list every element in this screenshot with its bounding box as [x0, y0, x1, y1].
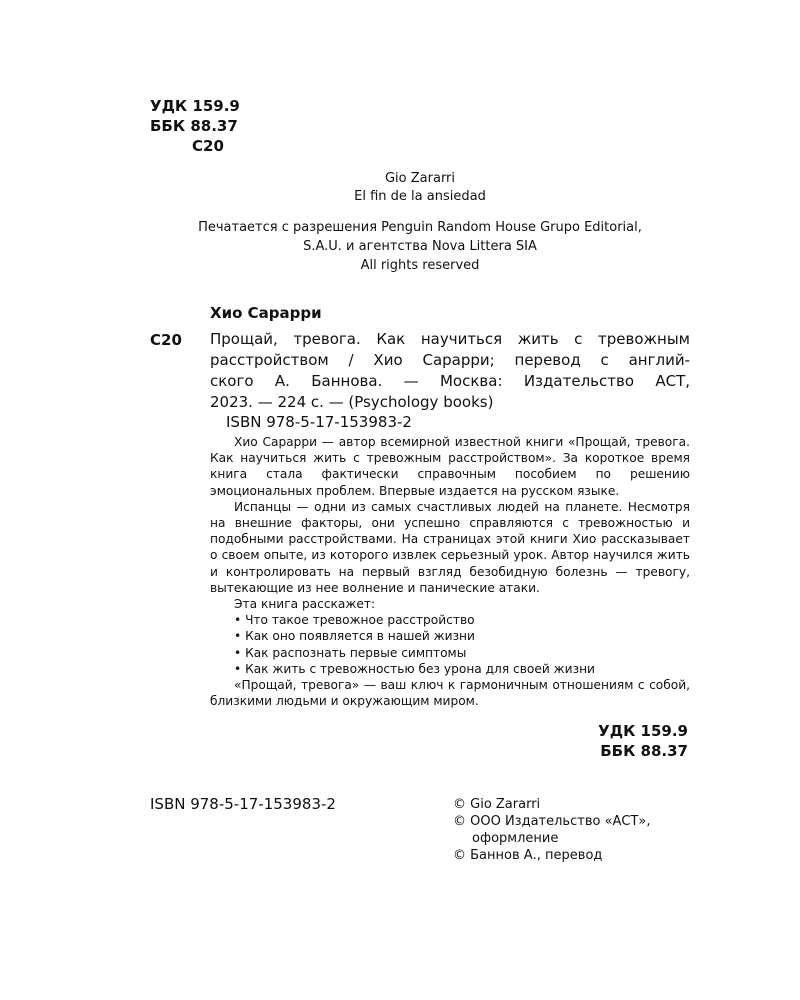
- annotation-closing: «Прощай, тревога» — ваш ключ к гармоничным отношениям с собой, близкими людьми и окружающим миром.: [210, 678, 690, 709]
- copyright-line: оформление: [472, 831, 559, 846]
- original-title: El fin de la ansiedad: [354, 189, 486, 204]
- udk-code: УДК 159.9: [150, 97, 240, 115]
- bbk-code: ББК 88.37: [150, 117, 238, 135]
- rights-line: Печатается с разрешения Penguin Random House Grupo Editorial,: [198, 220, 642, 235]
- copyright-line: © Баннов А., перевод: [453, 848, 603, 863]
- list-item: • Как распознать первые симптомы: [234, 645, 467, 660]
- rights-line: All rights reserved: [360, 258, 480, 273]
- classification-block: [150, 96, 240, 156]
- copyright-line: © ООО Издательство «АСТ»,: [453, 814, 651, 829]
- annotation-paragraph: Хио Сарарри — автор всемирной известной книги «Прощай, тревога. Как научиться жить с тревожным расстройством». За короткое время книга стала фактически справочным пособием по решению эмоциональных проблем. Впервые издается на русском языке.: [210, 435, 690, 498]
- rights-notice: [0, 218, 800, 275]
- classification-end: [598, 721, 688, 761]
- catalog-author-heading: Хио Сарарри: [210, 304, 322, 322]
- catalog-isbn: ISBN 978-5-17-153983-2: [226, 413, 412, 431]
- rights-line: S.A.U. и агентства Nova Littera SIA: [303, 239, 537, 254]
- bibliographic-description: [210, 329, 690, 413]
- footer-isbn: ISBN 978-5-17-153983-2: [150, 795, 336, 813]
- annotation-paragraph: Испанцы — одни из самых счастливых людей на планете. Несмотря на внешние факторы, они успешно справляются с тревожностью и подобными расстройствами. На страницах этой книги Хио рассказывает о своем опыте, из которого извлек серьезный урок. Автор научился жить и контролировать на первый взгляд безобидную болезнь — тревогу, вытекающие из нее волнение и панические атаки.: [210, 499, 690, 595]
- udk-code: УДК 159.9: [598, 722, 688, 740]
- copyright-block: [453, 796, 651, 864]
- original-edition: [0, 170, 800, 206]
- annotation-list-intro: Эта книга расскажет:: [234, 597, 376, 612]
- biblio-line: расстройством / Хио Сарарри; перевод с англий-: [210, 351, 690, 369]
- list-item: • Что такое тревожное расстройство: [234, 613, 475, 628]
- annotation: [210, 434, 690, 709]
- copyright-line: © Gio Zararri: [453, 797, 541, 812]
- list-item: • Как оно появляется в нашей жизни: [234, 629, 475, 644]
- biblio-line: Прощай, тревога. Как научиться жить с тревожным: [210, 330, 690, 348]
- biblio-line: 2023. — 224 с. — (Psychology books): [210, 393, 494, 411]
- annotation-list: [210, 612, 690, 677]
- original-author: Gio Zararri: [384, 171, 456, 186]
- biblio-line: ского А. Баннова. — Москва: Издательство АСТ,: [210, 372, 690, 390]
- catalog-author-mark: С20: [150, 331, 182, 349]
- author-mark: С20: [192, 137, 224, 155]
- list-item: • Как жить с тревожностью без урона для своей жизни: [234, 661, 595, 676]
- bbk-code: ББК 88.37: [600, 742, 688, 760]
